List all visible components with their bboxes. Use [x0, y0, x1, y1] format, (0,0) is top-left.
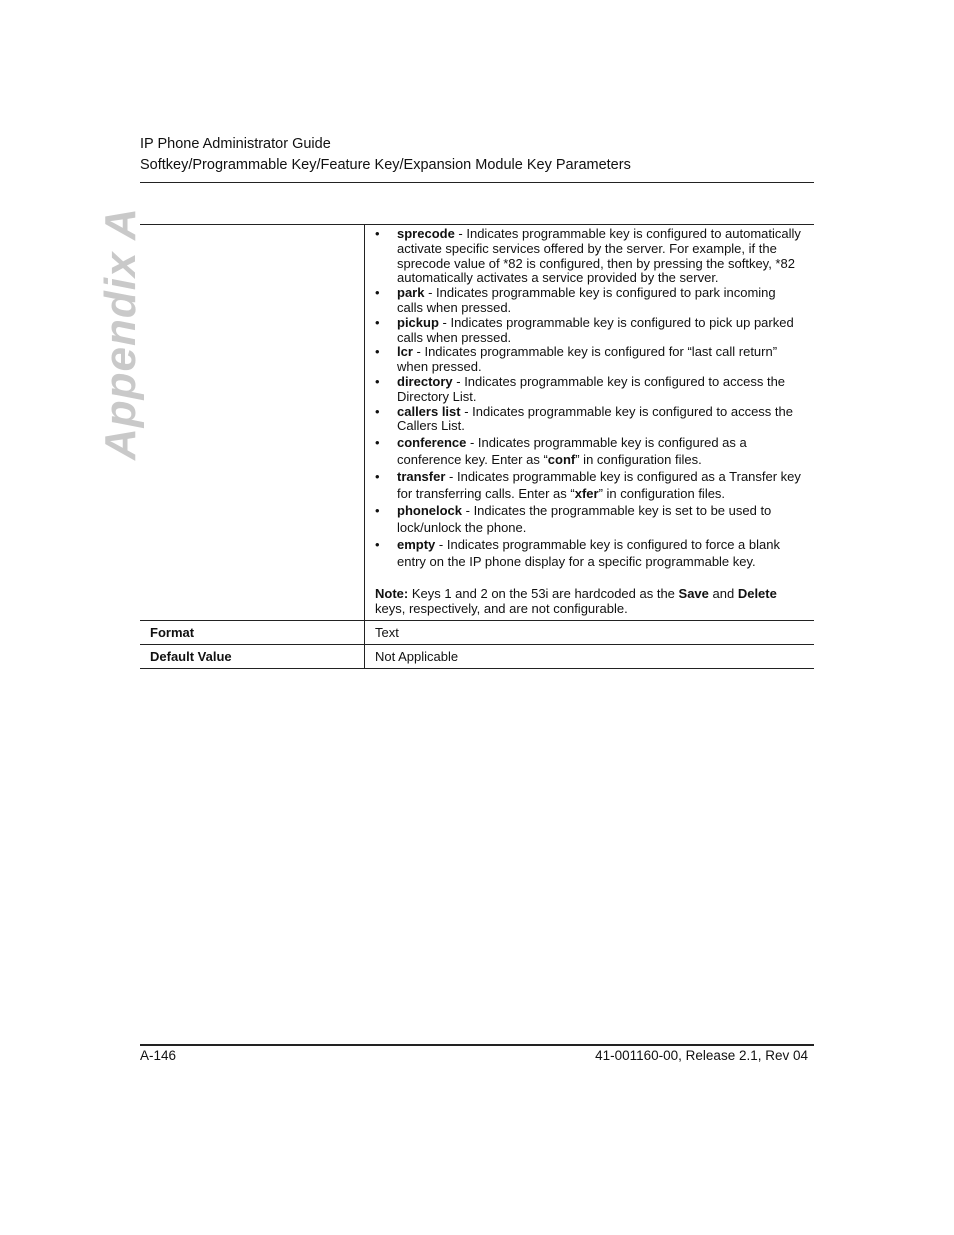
values-cell [365, 225, 815, 621]
row-label: Default Value [140, 645, 365, 669]
item-term: pickup [397, 314, 439, 330]
list-item [375, 468, 804, 502]
bullet-icon: • [375, 373, 380, 389]
item-text: - Indicates programmable key is configured for “last call return” when pressed. [397, 344, 778, 375]
table-row-format [140, 621, 814, 645]
parameter-table [140, 224, 814, 669]
header-divider [140, 182, 814, 183]
note-save: Save [678, 586, 709, 602]
item-term: park [397, 285, 425, 301]
bullet-icon: • [375, 226, 380, 241]
item-text: - Indicates programmable key is configured to access the Callers List. [397, 403, 793, 434]
document-id: 41-001160-00, Release 2.1, Rev 04 [595, 1048, 808, 1063]
list-item [375, 434, 804, 468]
note-text: keys, respectively, and are not configurable. [375, 601, 628, 617]
item-code: xfer [574, 486, 599, 502]
bullet-icon: • [375, 314, 380, 330]
list-item [375, 502, 804, 536]
item-code: conf [547, 452, 576, 468]
list-item [375, 536, 804, 570]
note-delete: Delete [737, 586, 777, 602]
item-term: empty [397, 537, 436, 553]
item-term: conference [397, 435, 467, 451]
note-label: Note: [375, 586, 409, 602]
item-text: - Indicates programmable key is configured to automatically activate specific services offered by the server. For example, if the sprecode value of *82 is configured, then by pressing the softkey, *82 automatically activates a service provided by the server. [397, 226, 801, 286]
header-title: IP Phone Administrator Guide [140, 136, 331, 152]
appendix-watermark: Appendix A [96, 207, 145, 460]
list-item [375, 405, 804, 435]
bullet-icon: • [375, 403, 380, 419]
page-number: A-146 [140, 1048, 177, 1063]
row-value: Not Applicable [365, 645, 815, 669]
item-term: transfer [397, 469, 446, 485]
table-row [140, 225, 814, 621]
item-text: - Indicates programmable key is configured to pick up parked calls when pressed. [397, 314, 794, 345]
item-text: - Indicates the programmable key is set to be used to lock/unlock the phone. [397, 503, 772, 536]
item-text: ” in configuration files. [598, 486, 726, 502]
list-item [375, 227, 804, 286]
note-text: and [708, 586, 738, 602]
item-text: ” in configuration files. [575, 452, 702, 468]
table-row-default-value [140, 645, 814, 669]
list-item [375, 316, 804, 346]
item-term: callers list [397, 403, 461, 419]
bullet-icon: • [375, 435, 380, 451]
bullet-icon: • [375, 344, 380, 360]
row-value: Text [365, 621, 815, 645]
value-list [375, 227, 804, 570]
bullet-icon: • [375, 503, 380, 519]
header-subtitle: Softkey/Programmable Key/Feature Key/Expansion Module Key Parameters [140, 157, 631, 173]
list-item [375, 286, 804, 316]
list-item [375, 375, 804, 405]
bullet-icon: • [375, 469, 380, 485]
bullet-icon: • [375, 537, 380, 553]
item-term: directory [397, 373, 453, 389]
footer-divider [140, 1044, 814, 1046]
item-text: - Indicates programmable key is configured as a conference key. Enter as “ [397, 435, 747, 468]
table-cell-empty [140, 225, 365, 621]
item-term: lcr [397, 344, 413, 360]
note [375, 586, 804, 616]
item-text: - Indicates programmable key is configured to park incoming calls when pressed. [397, 285, 776, 315]
item-term: phonelock [397, 503, 463, 519]
list-item [375, 345, 804, 375]
item-text: - Indicates programmable key is configured as a Transfer key for transferring calls. Enter as “ [397, 469, 801, 502]
item-term: sprecode [397, 226, 455, 241]
note-text: Keys 1 and 2 on the 53i are hardcoded as the [408, 586, 679, 602]
bullet-icon: • [375, 285, 380, 301]
item-text: - Indicates programmable key is configured to access the Directory List. [397, 373, 786, 404]
item-text: - Indicates programmable key is configured to force a blank entry on the IP phone display for a specific programmable key. [397, 537, 780, 570]
row-label: Format [140, 621, 365, 645]
